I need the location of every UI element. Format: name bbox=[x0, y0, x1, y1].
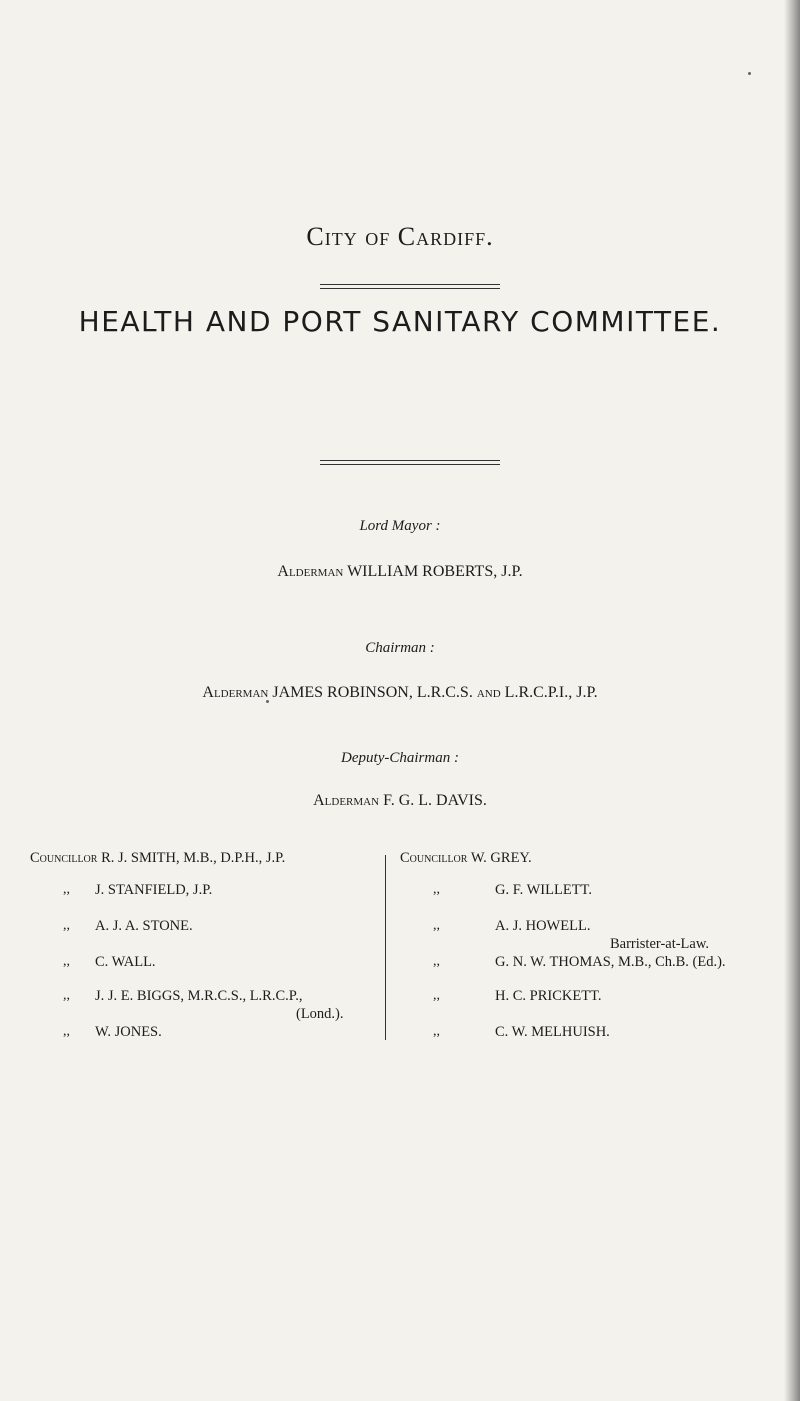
lord-mayor-role: Lord Mayor : bbox=[359, 518, 441, 534]
ditto-mark: ,, bbox=[63, 882, 70, 897]
lord-mayor-holder bbox=[0, 563, 800, 581]
member-row bbox=[30, 850, 285, 867]
chairman-name-2: L.R.C.P.I., J.P. bbox=[504, 684, 598, 701]
lord-mayor-name: WILLIAM ROBERTS, J.P. bbox=[347, 563, 523, 580]
member-name: G. F. WILLETT. bbox=[495, 882, 592, 898]
ditto-mark: ,, bbox=[433, 918, 440, 933]
member-name: W. GREY. bbox=[470, 850, 532, 866]
ditto-mark: ,, bbox=[63, 1024, 70, 1039]
member-row bbox=[400, 850, 532, 867]
member-name: J. STANFIELD, J.P. bbox=[95, 882, 213, 898]
column-divider bbox=[385, 855, 386, 1040]
committee-heading: HEALTH AND PORT SANITARY COMMITTEE. bbox=[78, 305, 722, 338]
member-name: A. J. HOWELL. bbox=[495, 918, 591, 934]
chairman-holder bbox=[0, 684, 800, 702]
double-rule bbox=[320, 284, 500, 289]
alderman-title: Alderman bbox=[202, 684, 269, 701]
member-name: C. WALL. bbox=[95, 954, 156, 970]
alderman-title: Alderman bbox=[313, 792, 380, 809]
member-name: A. J. A. STONE. bbox=[95, 918, 193, 934]
member-name: G. N. W. THOMAS, M.B., Ch.B. (Ed.). bbox=[495, 954, 726, 970]
member-name: C. W. MELHUISH. bbox=[495, 1024, 610, 1040]
member-name: W. JONES. bbox=[95, 1024, 162, 1040]
ditto-mark: ,, bbox=[433, 954, 440, 969]
deputy-holder bbox=[0, 792, 800, 810]
member-name: H. C. PRICKETT. bbox=[495, 988, 602, 1004]
double-rule bbox=[320, 460, 500, 465]
ditto-mark: ,, bbox=[433, 988, 440, 1003]
ditto-mark: ,, bbox=[433, 882, 440, 897]
ditto-mark: ,, bbox=[63, 954, 70, 969]
ditto-mark: ,, bbox=[63, 988, 70, 1003]
alderman-title: Alderman bbox=[277, 563, 344, 580]
councillor-title: Councillor bbox=[30, 850, 98, 866]
deputy-name: F. G. L. DAVIS. bbox=[383, 792, 487, 809]
member-qualification: Barrister-at-Law. bbox=[610, 936, 710, 952]
paper-speck bbox=[748, 72, 751, 75]
member-name: J. J. E. BIGGS, M.R.C.S., L.R.C.P., bbox=[95, 988, 303, 1004]
deputy-role: Deputy-Chairman : bbox=[341, 750, 459, 766]
city-title: City of Cardiff. bbox=[306, 222, 494, 251]
ditto-mark: ,, bbox=[63, 918, 70, 933]
chairman-name: JAMES ROBINSON, L.R.C.S. bbox=[272, 684, 473, 701]
ditto-mark: ,, bbox=[433, 1024, 440, 1039]
chairman-role: Chairman : bbox=[365, 640, 435, 656]
member-qualification: (Lond.). bbox=[296, 1006, 344, 1022]
member-name: R. J. SMITH, M.B., D.P.H., J.P. bbox=[101, 850, 286, 866]
chairman-and: and bbox=[476, 684, 501, 701]
councillor-title: Councillor bbox=[400, 850, 468, 866]
